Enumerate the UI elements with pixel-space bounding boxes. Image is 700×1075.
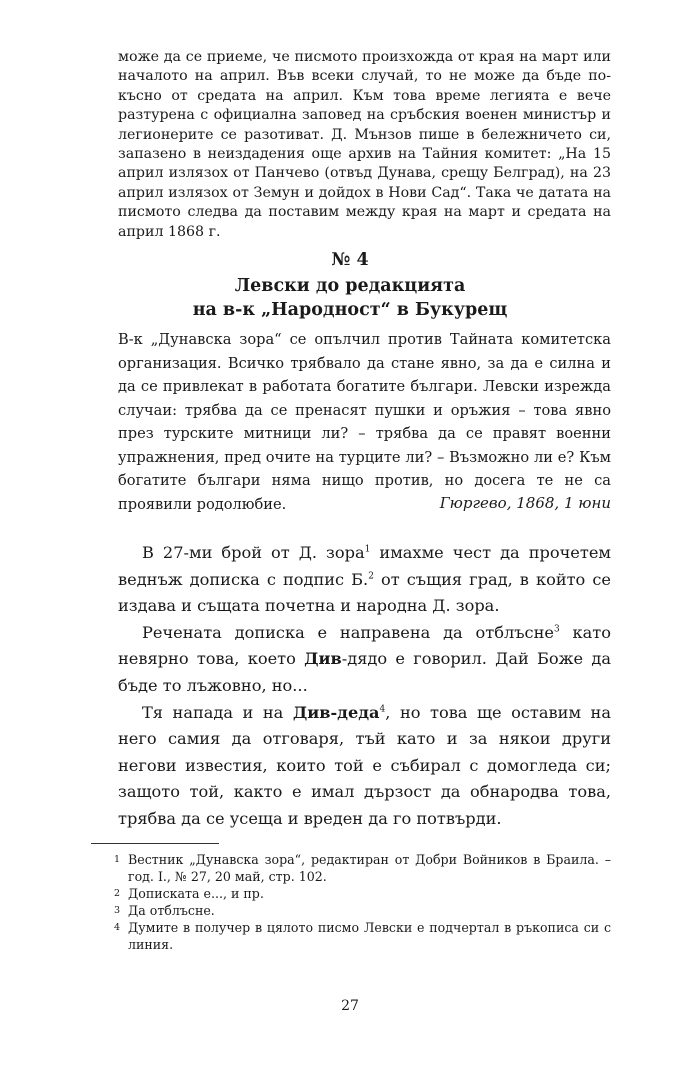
document-title (0, 274, 700, 322)
document-number: № 4 (331, 250, 369, 270)
footnote-ref: 2 (368, 571, 374, 582)
letter-body (118, 540, 611, 833)
footnote-number: 3 (113, 905, 120, 916)
letter-paragraph-1 (118, 540, 611, 620)
footnote-text: Да отблъсне. (128, 903, 215, 918)
underlined-word: Див-деда (292, 702, 380, 722)
footnote-ref: 3 (553, 624, 560, 635)
footnote-text: Дописката е..., и пр. (128, 886, 264, 901)
letter-text: от същия град, в който се издава и същата почетна и народна Д. зора. (118, 569, 611, 616)
page-number: 27 (341, 998, 359, 1014)
letter-paragraph-2 (118, 620, 611, 700)
footnote (100, 902, 611, 919)
intro-text: може да се приеме, че писмото произхожда от края на март или началото на април. Във всеки случай, то не може да бъде по-късно от средата на април. Към това време легията е вече разтурена с официална заповед на сръбския военен министър и легионерите се разотиват. Д. Мънзов пише в бележничето си, запазено в неиздадения още архив на Тайния комитет: „На 15 април излязох от Панчево (отвъд Дунава, срещу Белград), на 23 април излязох от Земун и дойдох в Нови Сад“. Така че датата на писмото следва да поставим между края на март и средата на април 1868 г. (118, 49, 611, 240)
letter-text: -дядо е говорил. Дай Боже да бъде то лъжовно, но... (118, 649, 611, 695)
footnote-divider (91, 843, 219, 844)
footnote (100, 919, 611, 953)
document-title-line-2: на в-к „Народност“ в Букурещ (192, 300, 508, 320)
document-summary (118, 328, 611, 516)
footnote-text: Думите в получер в цялото писмо Левски е подчертал в ръкописа си с линия. (128, 920, 611, 952)
underlined-word: Див (304, 649, 342, 669)
footnotes (100, 851, 611, 953)
letter-text: , но това ще оставим на него самия да отговаря, тъй като и за някои други негови известия, които той е събирал с домогледа си; защото той, както е имал дързост да обнародва това, трябва да се усеща и вреден да го потвърди. (118, 702, 611, 828)
letter-text: имахме чест да прочетем веднъж дописка с подпис Б. (118, 543, 612, 589)
letter-text: Тя напада и на (142, 702, 293, 722)
letter-paragraph-3 (118, 700, 611, 833)
letter-text: Речената дописка е направена да отблъсне (142, 622, 554, 642)
summary-text: В-к „Дунавска зора“ се опълчил против Тайната комитетска организация. Всичко трябвало да стане явно, за да е силна и да се привлекат в работата богатите българи. Левски изрежда случаи: трябва да се пренасят пушки и оръжия – това явно през турските митници ли? – трябва да се правят военни упражнения, пред очите на турците ли? – Възможно ли е? Към богатите българи няма нищо против, но досега те не са проявили родолюбие. (118, 331, 611, 513)
dateline: Гюргево, 1868, 1 юни (439, 494, 611, 512)
footnote-number: 4 (113, 922, 120, 933)
footnote-text: Вестник „Дунавска зора“, редактиран от Добри Войников в Браила. – год. I., № 27, 20 май, стр. 102. (128, 852, 611, 884)
document-title-line-1: Левски до редакцията (234, 276, 466, 296)
footnote-ref: 4 (379, 704, 386, 715)
intro-paragraph (118, 48, 611, 242)
footnote-number: 1 (113, 854, 120, 865)
footnote-number: 2 (113, 888, 120, 899)
letter-text: като невярно това, което (118, 622, 611, 669)
footnote (100, 851, 611, 885)
letter-text: В 27-ми брой от Д. зора (142, 543, 365, 562)
footnote (100, 885, 611, 902)
footnote-ref: 1 (364, 544, 371, 555)
